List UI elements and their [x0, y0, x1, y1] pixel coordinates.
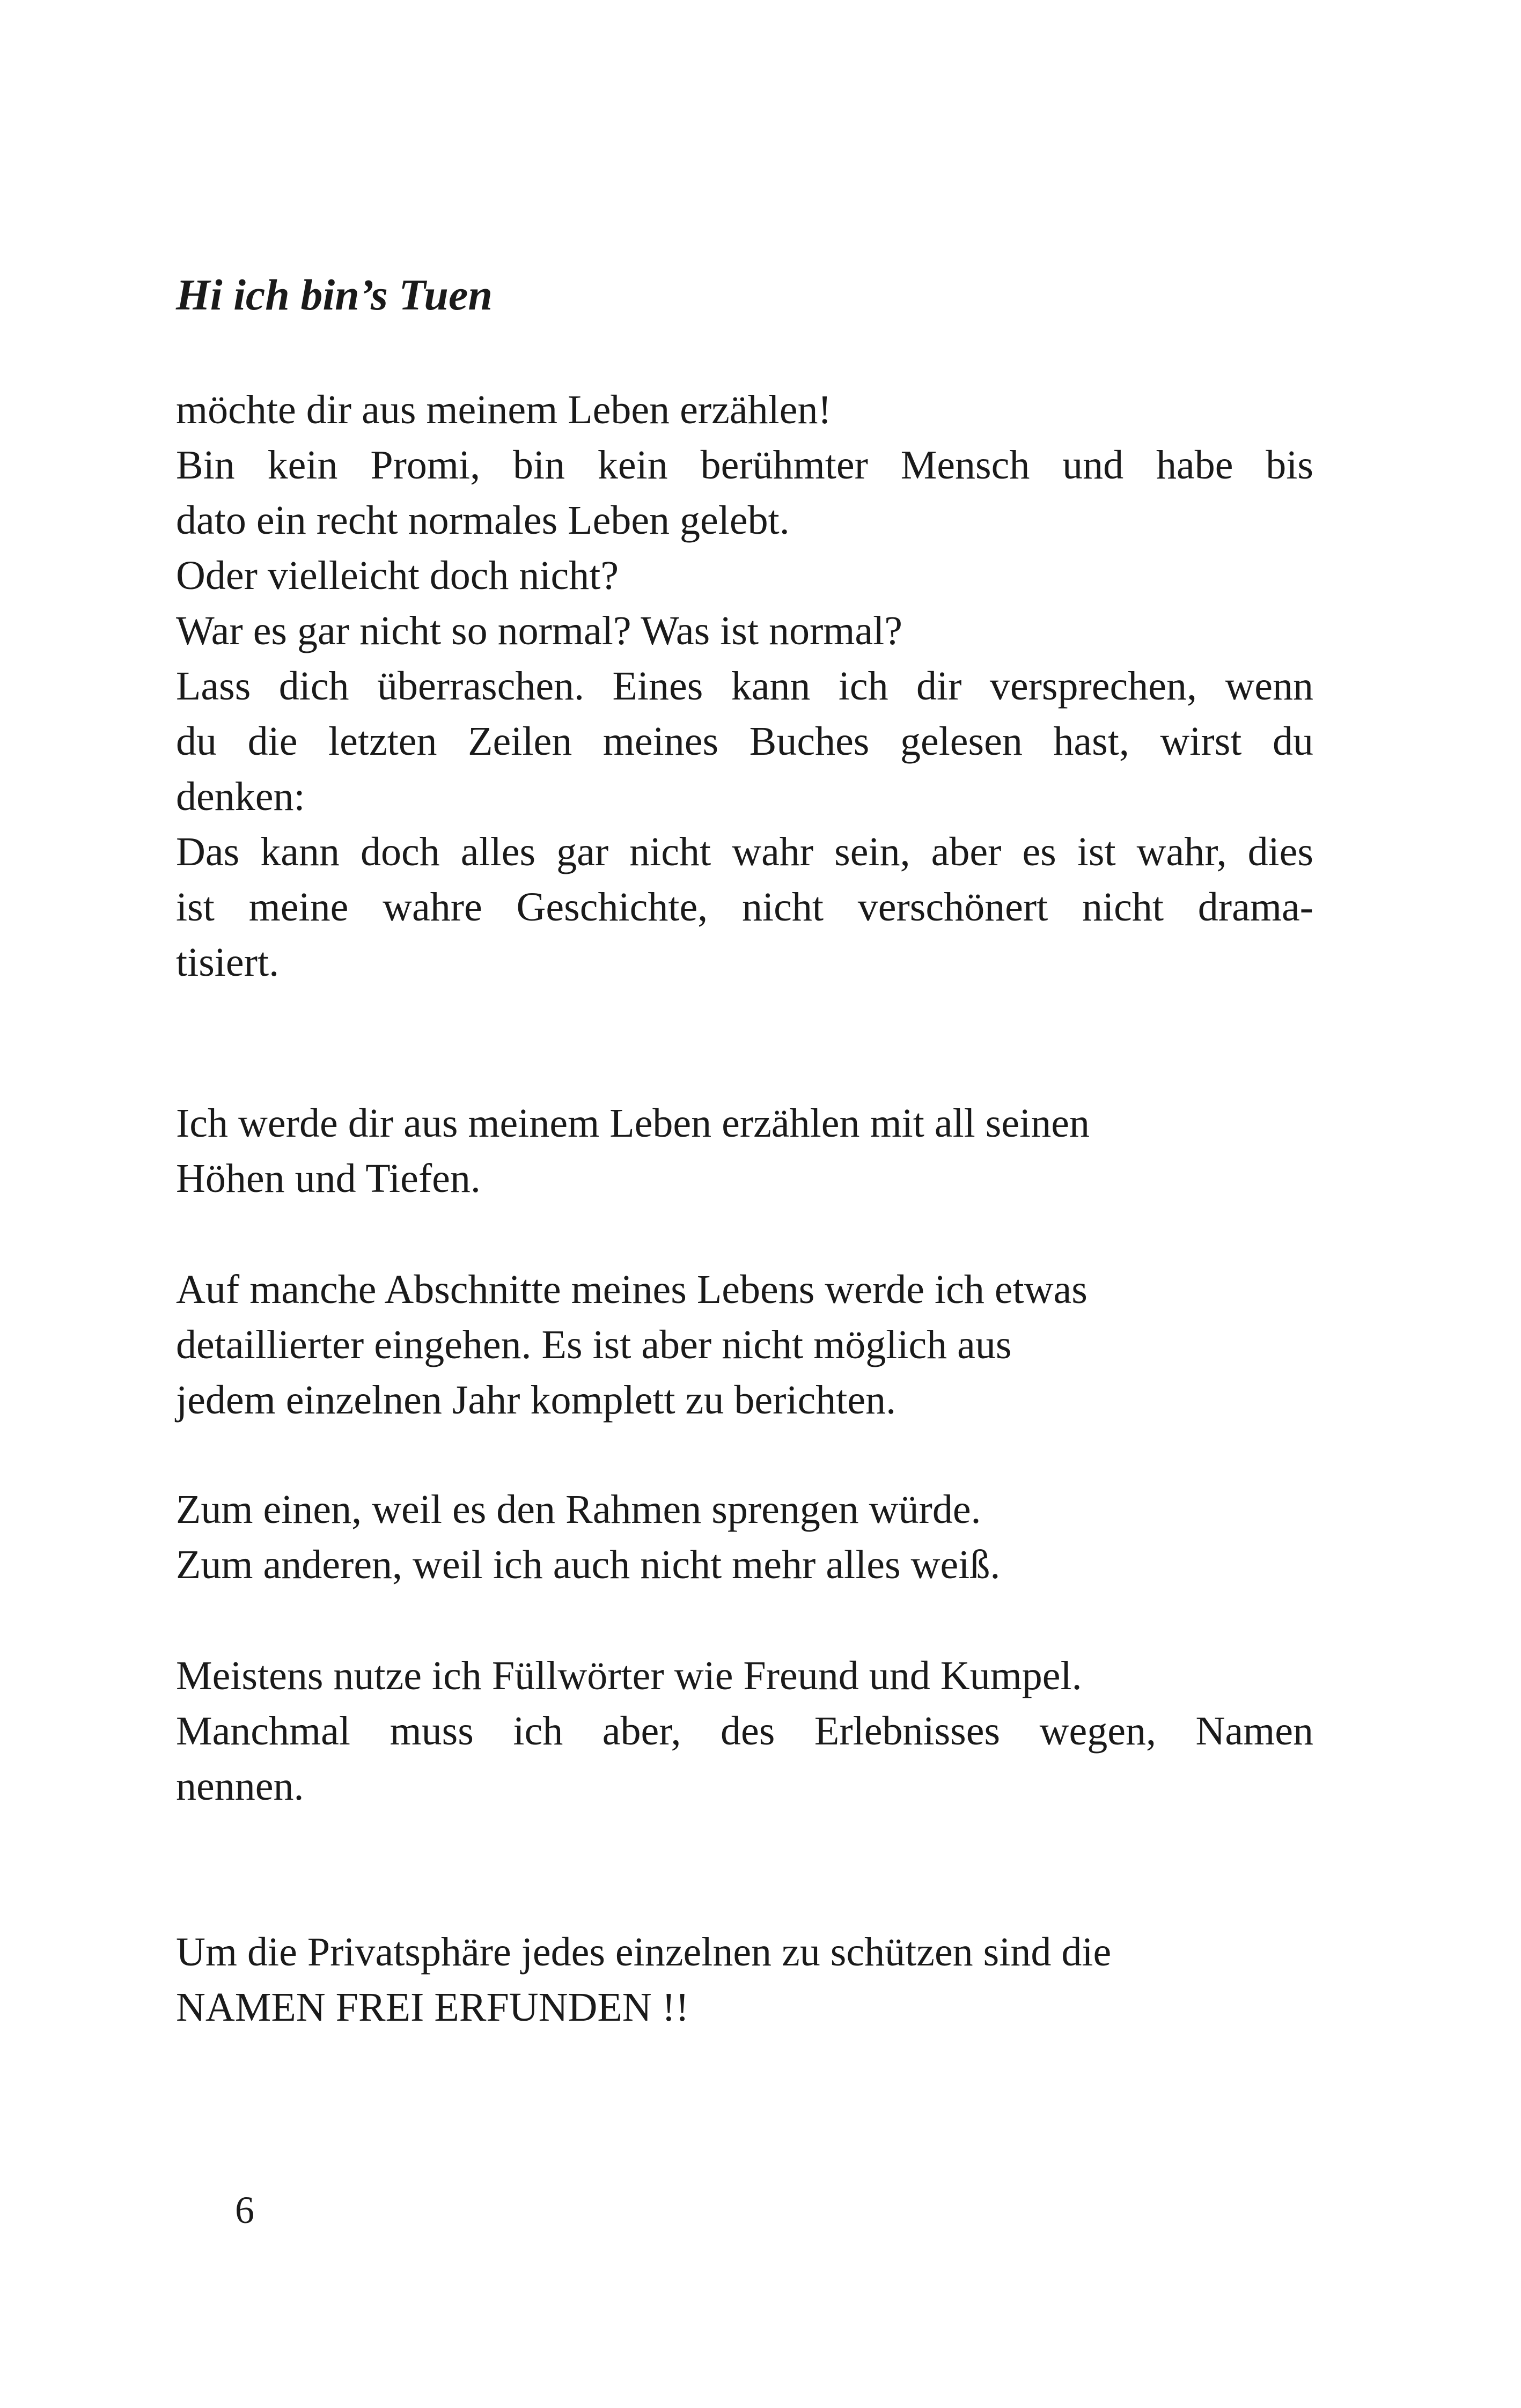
paragraph-names — [176, 1648, 1313, 1814]
text-line: NAMEN FREI ERFUNDEN !! — [176, 1985, 689, 2030]
text-line: möchte dir aus meinem Leben erzählen! — [176, 387, 832, 432]
text-line: Das kann doch alles gar nicht wahr sein, aber es ist wahr, dies — [176, 829, 1313, 874]
text-line: Auf manche Abschnitte meines Lebens werde ich etwas — [176, 1267, 1088, 1312]
text-line: denken: — [176, 774, 305, 819]
text-line: Bin kein Promi, bin kein berühmter Mensch und habe bis — [176, 443, 1313, 488]
paragraph-intro — [176, 382, 1313, 990]
paragraph-details — [176, 1262, 1313, 1428]
text-line: du die letzten Zeilen meines Buches gelesen hast, wirst du — [176, 719, 1313, 764]
text-line: nennen. — [176, 1764, 304, 1809]
paragraph-highs-lows — [176, 1096, 1313, 1206]
text-line: detaillierter eingehen. Es ist aber nicht möglich aus — [176, 1322, 1012, 1367]
text-line: dato ein recht normales Leben gelebt. — [176, 498, 790, 543]
paragraph-privacy — [176, 1925, 1313, 2035]
text-line: Lass dich überraschen. Eines kann ich dir versprechen, wenn — [176, 664, 1313, 709]
text-line: Zum einen, weil es den Rahmen sprengen würde. — [176, 1487, 981, 1532]
text-line: Um die Privatsphäre jedes einzelnen zu schützen sind die — [176, 1930, 1112, 1975]
text-line: Zum anderen, weil ich auch nicht mehr alles weiß. — [176, 1542, 1001, 1587]
text-line: Höhen und Tiefen. — [176, 1156, 481, 1201]
text-line: Oder vielleicht doch nicht? — [176, 553, 619, 598]
text-line: Manchmal muss ich aber, des Erlebnisses wegen, Namen — [176, 1709, 1313, 1754]
chapter-heading: Hi ich bin’s Tuen — [176, 270, 493, 319]
page-number: 6 — [235, 2189, 254, 2232]
text-line: War es gar nicht so normal? Was ist normal? — [176, 608, 902, 653]
text-line: Meistens nutze ich Füllwörter wie Freund und Kumpel. — [176, 1653, 1082, 1698]
text-line: tisiert. — [176, 940, 280, 985]
text-line: ist meine wahre Geschichte, nicht verschönert nicht drama- — [176, 885, 1313, 930]
text-line: Ich werde dir aus meinem Leben erzählen mit all seinen — [176, 1101, 1090, 1146]
paragraph-reasons — [176, 1482, 1313, 1593]
text-line: jedem einzelnen Jahr komplett zu berichten. — [176, 1378, 897, 1423]
